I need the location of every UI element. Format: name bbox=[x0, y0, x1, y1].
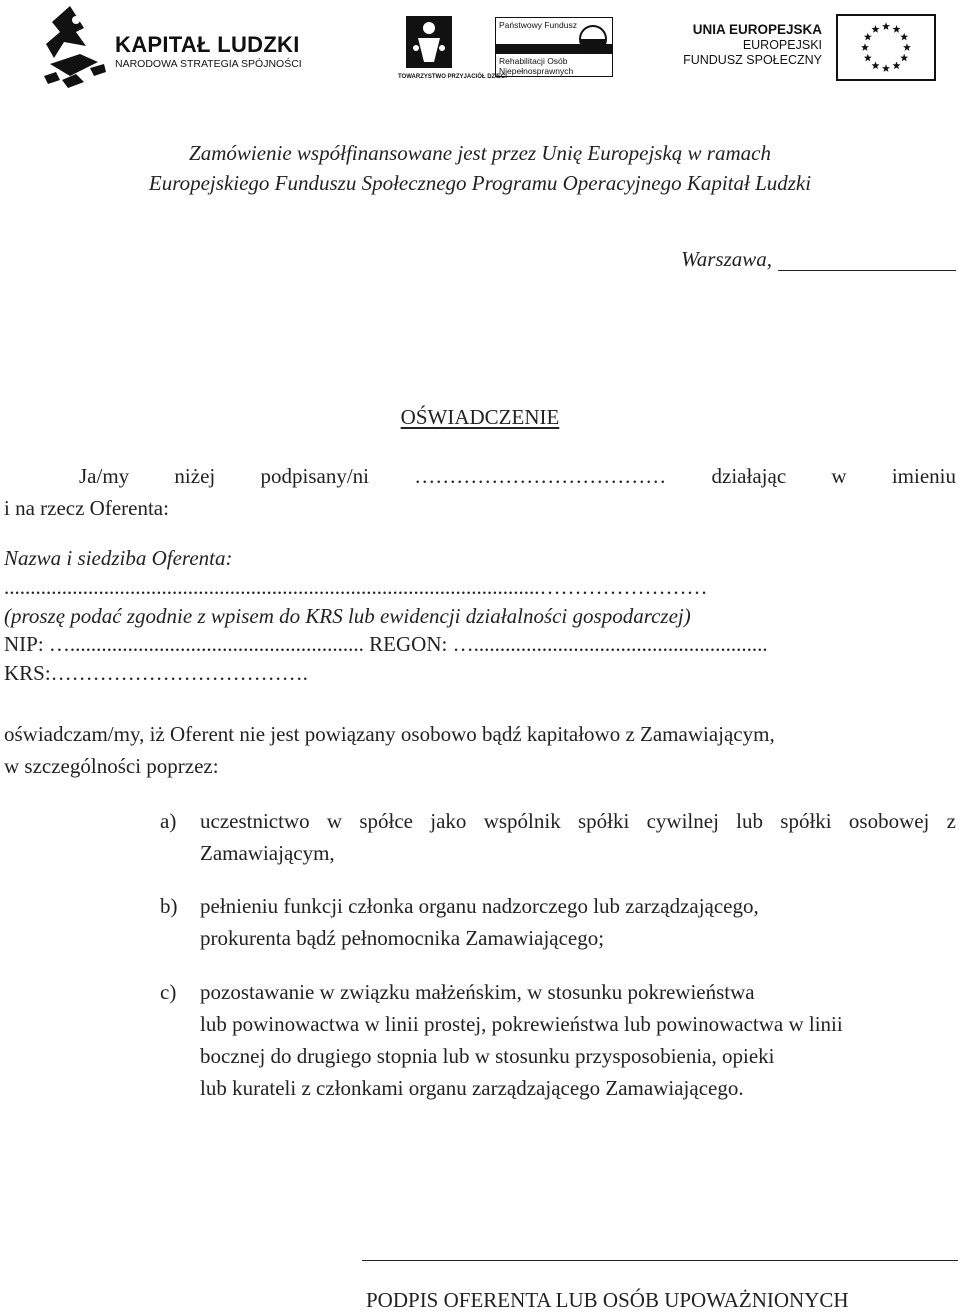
pfron-line-1: Państwowy Fundusz bbox=[499, 20, 577, 30]
eu-stars-icon bbox=[838, 16, 934, 79]
funding-note bbox=[0, 138, 960, 198]
tpz-logo bbox=[398, 12, 507, 90]
eu-line-3: FUNDUSZ SPOŁECZNY bbox=[683, 53, 822, 67]
kapital-ludzki-subtitle: NARODOWA STRATEGIA SPÓJNOŚCI bbox=[115, 58, 302, 70]
declaration-line-1: oświadczam/my, iż Oferent nie jest powiązany osobowo bądź kapitałowo z Zamawiającym, bbox=[4, 722, 775, 746]
kapital-ludzki-title: KAPITAŁ LUDZKI bbox=[115, 32, 300, 57]
list-item bbox=[160, 976, 956, 1104]
list-item-marker: a) bbox=[160, 809, 177, 833]
list-item-marker: b) bbox=[160, 894, 178, 918]
signatory-paragraph bbox=[4, 460, 956, 524]
declaration-line-2: w szczególności poprzez: bbox=[4, 754, 219, 778]
declaration-paragraph bbox=[4, 718, 934, 782]
pfron-line-2: Rehabilitacji Osób bbox=[499, 56, 568, 66]
eu-star-icon bbox=[900, 33, 908, 41]
signature-label: PODPIS OFERENTA LUB OSÓB UPOWAŻNIONYCH bbox=[366, 1288, 849, 1312]
pfron-circle-icon bbox=[578, 24, 608, 54]
signatory-line-2: i na rzecz Oferenta: bbox=[4, 496, 169, 520]
eu-star-icon bbox=[864, 54, 872, 62]
list-item-text-line-1: pełnieniu funkcji członka organu nadzorczego lub zarządzającego, bbox=[200, 894, 759, 918]
list-item-text-line-4: lub kurateli z członkami organu zarządzającego Zamawiającego. bbox=[200, 1076, 744, 1100]
document-heading: OŚWIADCZENIE bbox=[400, 405, 560, 429]
kapital-ludzki-emblem-icon bbox=[40, 2, 112, 90]
list-item-text-line-2: lub powinowactwa w linii prostej, pokrewieństwa lub powinowactwa w linii bbox=[200, 1012, 843, 1036]
eu-star-icon bbox=[882, 64, 890, 72]
tpz-emblem-icon bbox=[398, 12, 460, 74]
kapital-ludzki-logo bbox=[40, 2, 310, 90]
pfron-line-3: Niepełnosprawnych bbox=[499, 66, 574, 76]
list-item-text-line-2: prokurenta bądź pełnomocnika Zamawiającego; bbox=[200, 926, 605, 950]
funding-note-line-1: Zamówienie współfinansowane jest przez Unię Europejską w ramach bbox=[189, 141, 771, 165]
krs-field: KRS:………………………………. bbox=[4, 661, 308, 685]
offerer-name-field: ......................................................................................................…………………… bbox=[4, 575, 708, 599]
tpz-caption: TOWARZYSTWO PRZYJACIÓŁ DZIECI bbox=[398, 74, 507, 80]
date-field-line bbox=[778, 270, 956, 271]
eu-star-icon bbox=[893, 25, 901, 33]
signature-line bbox=[362, 1260, 958, 1261]
signatory-line-1: Ja/my niżej podpisany/ni ……………………………… działając w imieniu bbox=[79, 464, 956, 488]
list-item bbox=[160, 890, 956, 954]
nip-regon-fields: NIP: …........................................................ REGON: …........................................................ bbox=[4, 632, 768, 656]
list-item bbox=[160, 805, 956, 869]
list-item-text: uczestnictwo w spółce jako wspólnik spółki cywilnej lub spółki osobowej z Zamawiającym, bbox=[200, 809, 956, 865]
pfron-logo bbox=[495, 17, 613, 77]
eu-line-1: UNIA EUROPEJSKA bbox=[692, 22, 822, 37]
funding-note-line-2: Europejskiego Funduszu Społecznego Programu Operacyjnego Kapitał Ludzki bbox=[148, 171, 812, 195]
eu-flag bbox=[836, 14, 936, 81]
eu-star-icon bbox=[864, 33, 872, 41]
list-item-marker: c) bbox=[160, 980, 177, 1004]
eu-star-icon bbox=[893, 61, 901, 69]
eu-star-icon bbox=[861, 43, 869, 51]
eu-star-icon bbox=[872, 61, 880, 69]
eu-line-2: EUROPEJSKI bbox=[742, 38, 822, 52]
list-item-text-line-1: pozostawanie w związku małżeńskim, w stosunku pokrewieństwa bbox=[200, 980, 755, 1004]
eu-star-icon bbox=[882, 22, 890, 30]
place-label: Warszawa, bbox=[681, 247, 772, 271]
eu-star-icon bbox=[903, 43, 911, 51]
offerer-hint: (proszę podać zgodnie z wpisem do KRS lub ewidencji działalności gospodarczej) bbox=[4, 604, 691, 628]
list-item-text-line-3: bocznej do drugiego stopnia lub w stosunku przysposobienia, opieki bbox=[200, 1044, 775, 1068]
eu-star-icon bbox=[900, 54, 908, 62]
eu-star-icon bbox=[872, 25, 880, 33]
offerer-name-label: Nazwa i siedziba Oferenta: bbox=[4, 546, 233, 570]
eu-logo-text bbox=[683, 22, 822, 68]
